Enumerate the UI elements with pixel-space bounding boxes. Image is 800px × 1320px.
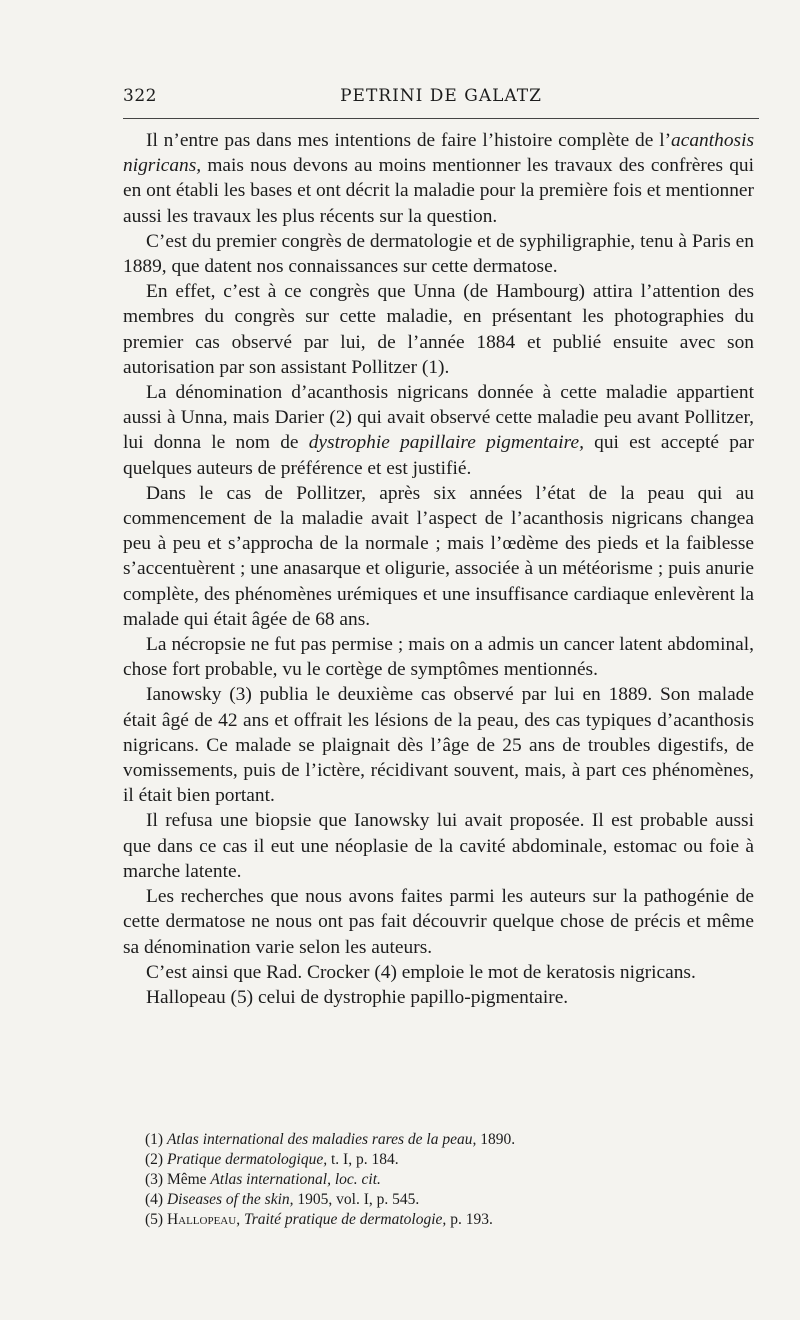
text-segment: p. 193. — [446, 1211, 493, 1228]
text-segment: (5) — [145, 1211, 167, 1228]
text-segment: t. I, p. 184. — [327, 1151, 399, 1168]
text-segment: Ianowsky (3) publia le deuxième cas observé par lui en 1889. Son malade était âgé de 42 ans et offrait les lésions de la peau, des cas typiques d’acanthosis nigricans. Ce malade se plaignait dès l’âge de 25 ans de troubles digestifs, de vomissements, puis de l’ictère, récidivant souvent, mais, à part ces phénomènes, il était bien portant. — [123, 684, 754, 807]
paragraph — [123, 985, 754, 1010]
body-text — [123, 128, 754, 1010]
italic-text: Atlas international, loc. cit. — [210, 1171, 381, 1188]
text-segment: (1) — [145, 1131, 167, 1148]
text-segment: Il n’entre pas dans mes intentions de faire l’histoire complète de l’ — [146, 130, 672, 151]
italic-text: acanthosis nigricans, — [123, 130, 754, 177]
text-segment: Il refusa une biopsie que Ianowsky lui avait proposée. Il est probable aussi que dans ce cas il eut une néoplasie de la cavité abdominale, estomac ou foie à marche latente. — [123, 810, 754, 882]
text-segment: qui est accepté par quelques auteurs de préférence et est justifié. — [123, 432, 754, 479]
text-segment: C’est ainsi que Rad. Crocker (4) emploie le mot de keratosis nigricans. — [146, 961, 696, 983]
paragraph — [123, 481, 754, 632]
small-caps-text: Hallopeau, — [166, 1211, 241, 1228]
text-segment: La nécropsie ne fut pas permise ; mais on a admis un cancer latent abdominal, chose fort probable, vu le cortège de symptômes mentionnés. — [123, 634, 754, 681]
paragraph — [123, 682, 754, 808]
paragraph — [123, 229, 754, 279]
italic-text: dystrophie papillaire pigmentaire, — [308, 432, 584, 454]
footnotes — [145, 1130, 759, 1230]
paragraph — [123, 808, 754, 884]
paragraph — [123, 884, 754, 960]
text-segment: mais nous devons au moins mentionner les travaux des confrères qui en ont établi les bases et ont décrit la maladie pour la première fois et mentionner aussi les travaux les plus récents sur la question. — [123, 155, 754, 227]
footnote — [145, 1170, 759, 1190]
text-segment: En effet, c’est à ce congrès que Unna (de Hambourg) attira l’attention des membres du congrès sur cette maladie, en présentant les photographies du premier cas observé par lui, de l’année 1884 et publié ensuite avec son autorisation par son assistant Pollitzer (1). — [123, 281, 754, 378]
text-segment: Dans le cas de Pollitzer, après six années l’état de la peau qui au commencement de la maladie avait l’aspect de l’acanthosis nigricans changea peu à peu et s’approcha de la normale ; mais l’œdème des pieds et la faiblesse s’accentuèrent ; une anasarque et oligurie, associée à un météorisme ; puis anurie complète, des phénomènes urémiques et une insuffisance cardiaque enlevèrent la malade qui était âgée de 68 ans. — [123, 482, 754, 630]
text-segment: Les recherches que nous avons faites parmi les auteurs sur la pathogénie de cette dermatose ne nous ont pas fait découvrir quelque chose de précis et même sa dénomination varie selon les auteurs. — [123, 886, 754, 958]
page-header — [123, 86, 759, 110]
text-segment: 1905, vol. I, p. 545. — [293, 1191, 420, 1208]
text-segment: 1890. — [476, 1131, 516, 1148]
page-number: 322 — [123, 86, 157, 106]
running-title: PETRINI DE GALATZ — [340, 86, 542, 106]
italic-text: Pratique dermatologique, — [166, 1151, 328, 1168]
text-segment: Hallopeau (5) celui de dystrophie papillo-pigmentaire. — [146, 986, 569, 1008]
paragraph — [123, 632, 754, 682]
paragraph — [123, 380, 754, 481]
header-rule — [123, 118, 759, 119]
footnote — [145, 1210, 759, 1230]
text-segment: (2) — [145, 1151, 167, 1168]
footnote — [145, 1150, 759, 1170]
text-segment: La dénomination d’acanthosis nigricans donnée à cette maladie appartient aussi à Unna, mais Darier (2) qui avait observé cette maladie peu avant Pollitzer, lui donna le nom de — [123, 382, 754, 454]
italic-text: Diseases of the skin, — [166, 1191, 294, 1208]
italic-text: Atlas international des maladies rares de la peau, — [166, 1131, 477, 1148]
italic-text: Traité pratique de dermatologie, — [243, 1211, 447, 1228]
paragraph — [123, 960, 754, 985]
paragraph — [123, 128, 754, 229]
text-segment: C’est du premier congrès de dermatologie et de syphiligraphie, tenu à Paris en 1889, que datent nos connaissances sur cette dermatose. — [123, 230, 754, 278]
footnote — [145, 1130, 759, 1150]
footnote — [145, 1190, 759, 1210]
text-segment: (3) Même — [145, 1171, 211, 1188]
text-segment: (4) — [145, 1191, 167, 1208]
paragraph — [123, 279, 754, 380]
